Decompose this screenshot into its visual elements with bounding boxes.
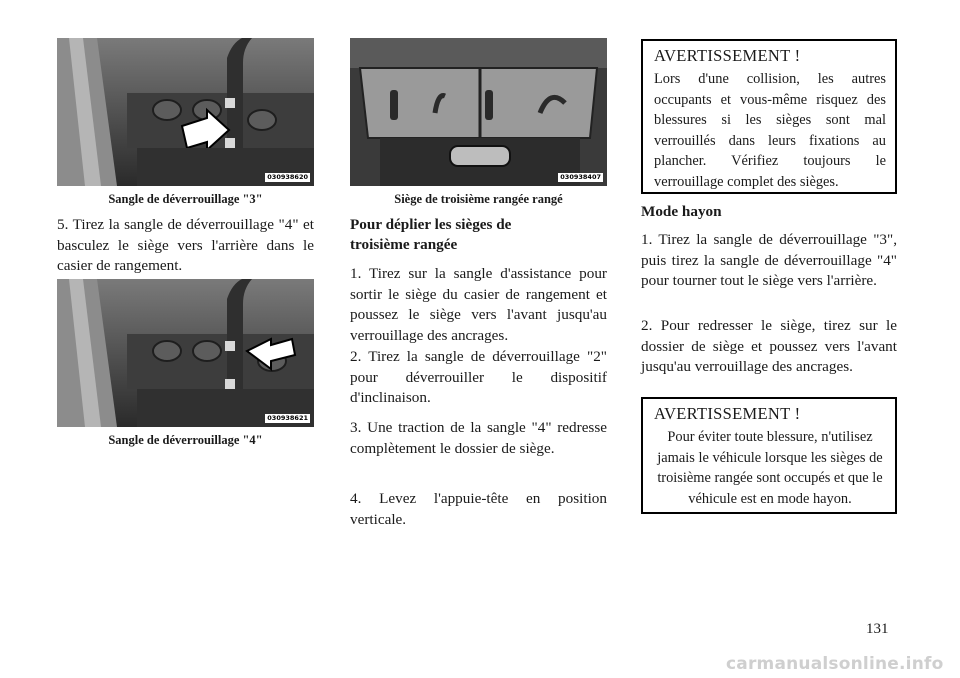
- warning-box-collision: [641, 39, 897, 194]
- warning-box-liftgate: [641, 397, 897, 514]
- watermark: carmanualsonline.info: [726, 654, 944, 674]
- figure-release-strap-3: [57, 38, 314, 186]
- warning-title: AVERTISSEMENT !: [654, 404, 801, 423]
- figure-caption: Siège de troisième rangée rangé: [394, 192, 563, 206]
- unfold-step-3: 3. Une traction de la sangle "4" redresse complètement le dossier de siège.: [350, 419, 607, 457]
- figure-third-row-stowed: [350, 38, 607, 186]
- figure-code: 030938620: [267, 173, 308, 181]
- seat-photo-strap-4: [57, 279, 314, 427]
- figure-caption: Sangle de déverrouillage "3": [108, 192, 263, 206]
- unfold-step-1: 1. Tirez sur la sangle d'assistance pour sortir le siège du casier de rangement et poussez le siège vers l'avant jusqu'au verrouillage des ancrages.: [350, 265, 607, 344]
- section-heading-unfold: Pour déplier les sièges de troisième rangée: [350, 216, 512, 253]
- figure-code: 030938621: [267, 414, 308, 422]
- seat-photo-strap-3: [57, 38, 314, 186]
- warning-text: Lors d'une collision, les autres occupants et vous-même risquez des blessures si les sièges sont mal verrouillés dans leurs fixations au plancher. Vérifiez toujours le verrouillage complet des sièges.: [654, 71, 886, 190]
- figure-caption: Sangle de déverrouillage "4": [108, 433, 263, 447]
- warning-title: AVERTISSEMENT !: [654, 46, 801, 65]
- step-5-text: 5. Tirez la sangle de déverrouillage "4" et basculez le siège vers l'arrière dans le casier de rangement.: [57, 216, 314, 274]
- liftgate-step-2: 2. Pour redresser le siège, tirez sur le dossier de siège et poussez vers l'avant jusqu'au verrouillage des ancrages.: [641, 317, 897, 375]
- section-heading-liftgate-mode: Mode hayon: [641, 203, 722, 220]
- liftgate-step-1: 1. Tirez la sangle de déverrouillage "3", puis tirez la sangle de déverrouillage "4" pour tourner tout le siège vers l'arrière.: [641, 231, 897, 289]
- unfold-step-2: 2. Tirez la sangle de déverrouillage "2" pour déverrouiller le dispositif d'inclinaison.: [350, 348, 607, 406]
- page-number: 131: [866, 621, 889, 637]
- figure-release-strap-4: [57, 279, 314, 427]
- unfold-step-4: 4. Levez l'appuie-tête en position verticale.: [350, 490, 607, 528]
- stowed-seat-photo: [350, 38, 607, 186]
- warning-text: Pour éviter toute blessure, n'utilisez jamais le véhicule lorsque les sièges de troisième rangée sont occupés et que le véhicule est en mode hayon.: [657, 429, 883, 507]
- figure-code: 030938407: [560, 173, 601, 181]
